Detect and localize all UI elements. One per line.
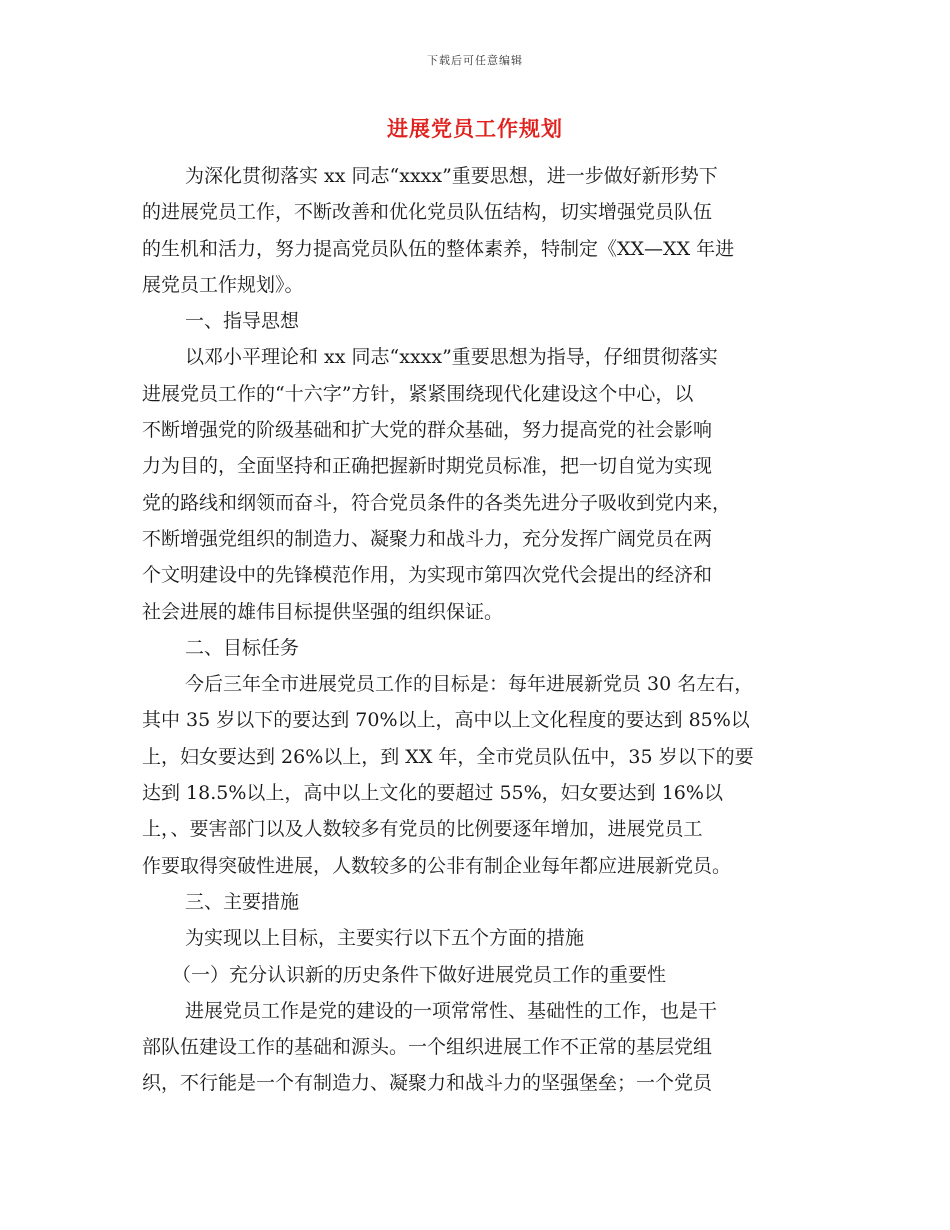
paragraph-line: 上，、要害部门以及人数较多有党员的比例要逐年增加，进展党员工 — [142, 818, 703, 841]
paragraph-line: 部队伍建设工作的基础和源头。一个组织进展工作不正常的基层党组 — [142, 1036, 713, 1059]
header-note: 下载后可任意编辑 — [427, 54, 523, 67]
paragraph-line: 今后三年全市进展党员工作的目标是：每年进展新党员 30 名左右， — [185, 673, 754, 696]
paragraph-line: 织，不行能是一个有制造力、凝聚力和战斗力的坚强堡垒；一个党员 — [142, 1072, 713, 1095]
section-heading-goals: 二、目标任务 — [185, 636, 300, 659]
section-heading-guiding-thought: 一、指导思想 — [185, 310, 300, 333]
paragraph-line: 力为目的，全面坚持和正确把握新时期党员标准，把一切自觉为实现 — [142, 455, 713, 478]
paragraph-line: 党的路线和纲领而奋斗，符合党员条件的各类先进分子吸收到党内来， — [142, 491, 732, 514]
paragraph-line: 不断增强党组织的制造力、凝聚力和战斗力，充分发挥广阔党员在两 — [142, 527, 713, 550]
subsection-heading: （一）充分认识新的历史条件下做好进展党员工作的重要性 — [172, 963, 667, 986]
paragraph-line: 为实现以上目标，主要实行以下五个方面的措施 — [185, 927, 585, 950]
paragraph-line: 个文明建设中的先锋模范作用，为实现市第四次党代会提出的经济和 — [142, 564, 713, 587]
paragraph-line: 进展党员工作的“十六字”方针，紧紧围绕现代化建设这个中心，以 — [142, 382, 694, 405]
document-title: 进展党员工作规划 — [387, 117, 563, 141]
paragraph-line: 进展党员工作是党的建设的一项常常性、基础性的工作，也是干 — [185, 999, 718, 1022]
paragraph-line: 上，妇女要达到 26%以上，到 XX 年，全市党员队伍中，35 岁以下的要 — [142, 745, 754, 768]
paragraph-line: 以邓小平理论和 xx 同志“xxxx”重要思想为指导，仔细贯彻落实 — [185, 346, 718, 369]
paragraph-line: 作要取得突破性进展，人数较多的公非有制企业每年都应进展新党员。 — [142, 854, 732, 877]
paragraph-line: 社会进展的雄伟目标提供坚强的组织保证。 — [142, 600, 504, 623]
section-heading-measures: 三、主要措施 — [185, 890, 300, 913]
document-body — [142, 158, 822, 1102]
paragraph-line: 达到 18.5%以上，高中以上文化的要超过 55%，妇女要达到 16%以 — [142, 782, 723, 805]
paragraph-line: 为深化贯彻落实 xx 同志“xxxx”重要思想，进一步做好新形势下 — [185, 165, 718, 187]
paragraph-line: 不断增强党的阶级基础和扩大党的群众基础，努力提高党的社会影响 — [142, 419, 713, 442]
paragraph-line: 其中 35 岁以下的要达到 70%以上，高中以上文化程度的要达到 85%以 — [142, 709, 750, 732]
paragraph-line: 的生机和活力，努力提高党员队伍的整体素养，特制定《XX—XX 年进 — [142, 237, 735, 260]
paragraph-line: 展党员工作规划》。 — [142, 273, 304, 296]
paragraph-line: 的进展党员工作，不断改善和优化党员队伍结构，切实增强党员队伍 — [142, 201, 713, 224]
